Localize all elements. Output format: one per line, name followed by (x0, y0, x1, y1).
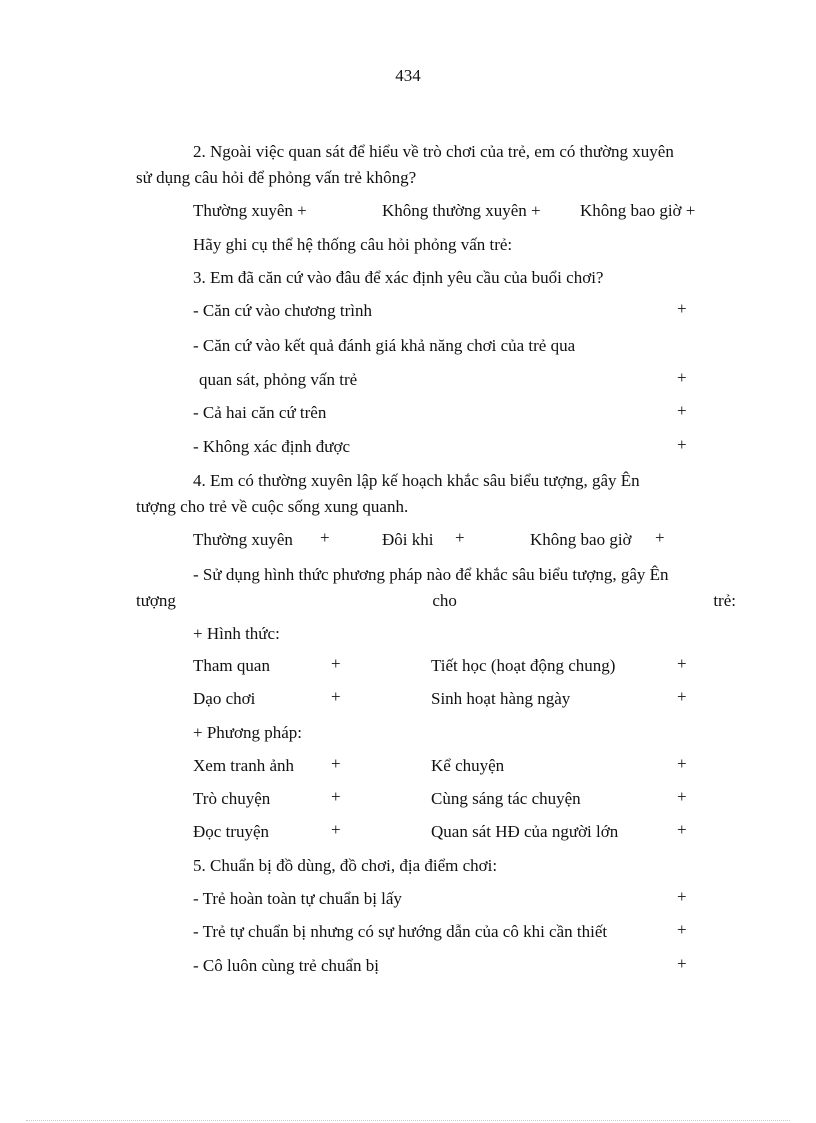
form-option: Tham quan (193, 656, 270, 675)
checkbox-mark: + (320, 528, 330, 547)
q4-sub-word: tượng (136, 591, 176, 610)
checkbox-mark: + (331, 787, 341, 806)
q5-item3: - Cô luôn cùng trẻ chuẩn bị (193, 956, 380, 975)
checkbox-mark: + (677, 299, 687, 318)
page-number: 434 (395, 66, 421, 85)
page-bottom-divider (26, 1120, 790, 1121)
q4-sub-word: trẻ: (713, 591, 736, 610)
q4-freq-always: Thường xuyên (193, 530, 293, 549)
q5-item1: - Trẻ hoàn toàn tự chuẩn bị lấy (193, 889, 402, 908)
q4-sub-line1: - Sử dụng hình thức phương pháp nào để khắc sâu biểu tượng, gây Ên (193, 565, 669, 584)
checkbox-mark: + (677, 887, 687, 906)
checkbox-mark: + (677, 368, 687, 387)
q4-freq-sometimes: Đôi khi (382, 530, 434, 549)
checkbox-mark: + (677, 820, 687, 839)
checkbox-mark: + (677, 787, 687, 806)
form-option: Dạo chơi (193, 689, 256, 708)
q4-sub-word: cho (432, 591, 457, 610)
method-option: Trò chuyện (193, 789, 271, 808)
checkbox-mark: + (655, 528, 665, 547)
q2-line1: 2. Ngoài việc quan sát để hiểu về trò chơi của trẻ, em có thường xuyên (193, 142, 674, 161)
forms-label: + Hình thức: (193, 624, 280, 643)
q3-item4: - Không xác định được (193, 437, 351, 456)
checkbox-mark: + (455, 528, 465, 547)
checkbox-mark: + (331, 820, 341, 839)
checkbox-mark: + (331, 687, 341, 706)
q3-item1: - Căn cứ vào chương trình (193, 301, 372, 320)
q4-sub-line2 (136, 591, 736, 611)
checkbox-mark: + (677, 687, 687, 706)
checkbox-mark: + (677, 954, 687, 973)
method-option: Đọc truyện (193, 822, 270, 841)
q2-option-never: Không bao giờ + (580, 201, 696, 220)
checkbox-mark: + (677, 654, 687, 673)
checkbox-mark: + (331, 654, 341, 673)
method-option: Xem tranh ảnh (193, 756, 295, 775)
method-option: Kể chuyện (431, 756, 505, 775)
q5-title: 5. Chuẩn bị đồ dùng, đồ chơi, địa điểm chơi: (193, 856, 498, 875)
q2-option-always: Thường xuyên + (193, 201, 307, 220)
q3-item2a: - Căn cứ vào kết quả đánh giá khả năng chơi của trẻ qua (193, 336, 576, 355)
q4-freq-never: Không bao giờ (530, 530, 632, 549)
checkbox-mark: + (677, 754, 687, 773)
q4-line2: tượng cho trẻ về cuộc sống xung quanh. (136, 497, 409, 516)
form-option: Tiết học (hoạt động chung) (431, 656, 616, 675)
checkbox-mark: + (677, 435, 687, 454)
checkbox-mark: + (331, 754, 341, 773)
q3-item3: - Cả hai căn cứ trên (193, 403, 327, 422)
method-option: Cùng sáng tác chuyện (431, 789, 581, 808)
checkbox-mark: + (677, 401, 687, 420)
q5-item2: - Trẻ tự chuẩn bị nhưng có sự hướng dẫn của cô khi cần thiết (193, 922, 608, 941)
q3-item2b: quan sát, phỏng vấn trẻ (199, 370, 358, 389)
methods-label: + Phương pháp: (193, 723, 303, 742)
q2-line2: sử dụng câu hỏi để phỏng vấn trẻ không? (136, 168, 417, 187)
q2-option-sometimes: Không thường xuyên + (382, 201, 541, 220)
form-option: Sinh hoạt hàng ngày (431, 689, 571, 708)
checkbox-mark: + (677, 920, 687, 939)
q2-note: Hãy ghi cụ thể hệ thống câu hỏi phỏng vấn trẻ: (193, 235, 513, 254)
q3-title: 3. Em đã căn cứ vào đâu để xác định yêu cầu của buổi chơi? (193, 268, 604, 287)
q4-line1: 4. Em có thường xuyên lập kế hoạch khắc sâu biểu tượng, gây Ên (193, 471, 640, 490)
method-option: Quan sát HĐ của người lớn (431, 822, 619, 841)
